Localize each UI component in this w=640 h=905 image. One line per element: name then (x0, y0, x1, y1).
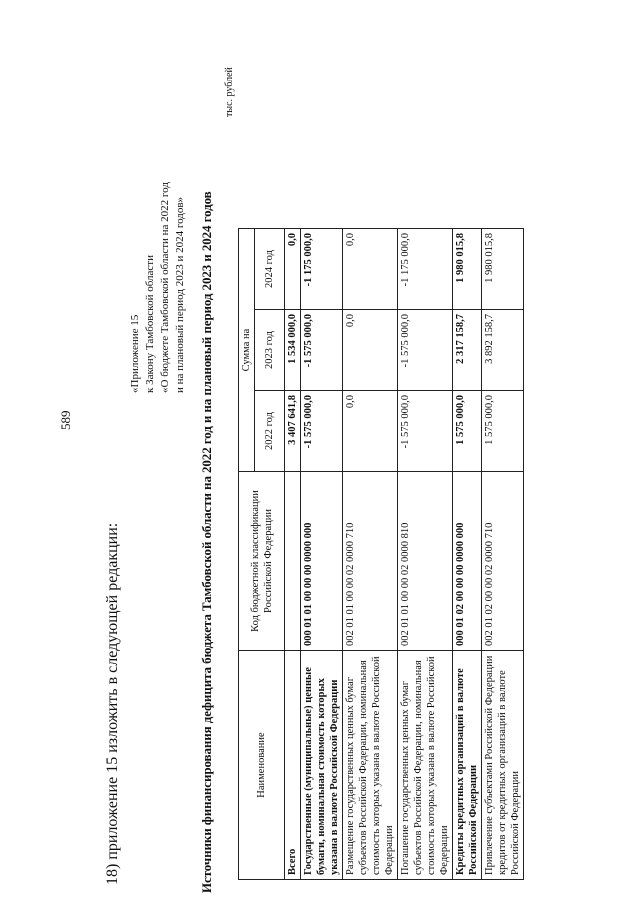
row-code: 000 01 01 00 00 00 0000 000 (301, 472, 343, 651)
row-2023: 3 892 158,7 (482, 310, 524, 391)
appendix-line: «Приложение 15 (129, 314, 141, 393)
row-code: 002 01 02 00 00 02 0000 710 (482, 472, 524, 651)
appendix-line: и на плановый период 2023 и 2024 годов» (174, 196, 186, 393)
document-title: Источники финансирования дефицита бюджета Тамбовской области на 2022 год и на плановый период 2023 и 2024 годов (199, 191, 214, 893)
row-2022: 3 407 641,8 (285, 391, 301, 472)
row-2024: 0,0 (343, 229, 398, 310)
row-name: Государственные (муниципальные) ценные бумаги, номинальная стоимость которых указана в валюте Российской Федерации (301, 651, 343, 880)
header-2023: 2023 год (255, 310, 285, 391)
row-2024: 1 980 015,8 (453, 229, 482, 310)
header-2024: 2024 год (255, 229, 285, 310)
appendix-header (128, 182, 188, 393)
row-2023: -1 575 000,0 (301, 310, 343, 391)
row-name: Всего (285, 651, 301, 880)
row-2024: 1 980 015,8 (482, 229, 524, 310)
row-2024: 0,0 (285, 229, 301, 310)
page-number: 589 (58, 410, 73, 430)
table-row (482, 229, 524, 880)
header-code: Код бюджетной классификации Российской Федерации (239, 472, 285, 651)
row-2022: 0,0 (343, 391, 398, 472)
row-2023: 0,0 (343, 310, 398, 391)
row-2024: -1 175 000,0 (301, 229, 343, 310)
row-name: Кредиты кредитных организаций в валюте Российской Федерации (453, 651, 482, 880)
table-row (343, 229, 398, 880)
appendix-line: «О бюджете Тамбовской области на 2022 год (159, 182, 171, 393)
row-2023: -1 575 000,0 (398, 310, 453, 391)
row-name: Размещение государственных ценных бумаг субъектов Российской Федерации, номинальная стоимость которых указана в валюте Российской Федерации (343, 651, 398, 880)
row-code: 002 01 01 00 00 02 0000 710 (343, 472, 398, 651)
header-name: Наименование (239, 651, 285, 880)
row-2023: 2 317 158,7 (453, 310, 482, 391)
table-row (398, 229, 453, 880)
header-sum: Сумма на (239, 229, 255, 472)
appendix-line: к Закону Тамбовской области (144, 255, 156, 393)
row-name: Привлечение субъектами Российской Федерации кредитов от кредитных организаций в валюте Российской Федерации (482, 651, 524, 880)
row-2022: 1 575 000,0 (482, 391, 524, 472)
intro-text: 18) приложение 15 изложить в следующей редакции: (104, 522, 121, 885)
row-code: 000 01 02 00 00 00 0000 000 (453, 472, 482, 651)
row-2022: -1 575 000,0 (301, 391, 343, 472)
row-2023: 1 534 000,0 (285, 310, 301, 391)
header-2022: 2022 год (255, 391, 285, 472)
row-name: Погашение государственных ценных бумаг субъектов Российской Федерации, номинальная стоимость которых указана в валюте Российской Федерации (398, 651, 453, 880)
table-row (453, 229, 482, 880)
row-2022: 1 575 000,0 (453, 391, 482, 472)
units-label: тыс. рублей (224, 67, 235, 117)
row-code: 002 01 01 00 00 02 0000 810 (398, 472, 453, 651)
row-2024: -1 175 000,0 (398, 229, 453, 310)
row-code (285, 472, 301, 651)
table-row (301, 229, 343, 880)
table-row (285, 229, 301, 880)
row-2022: -1 575 000,0 (398, 391, 453, 472)
budget-table (238, 228, 524, 880)
